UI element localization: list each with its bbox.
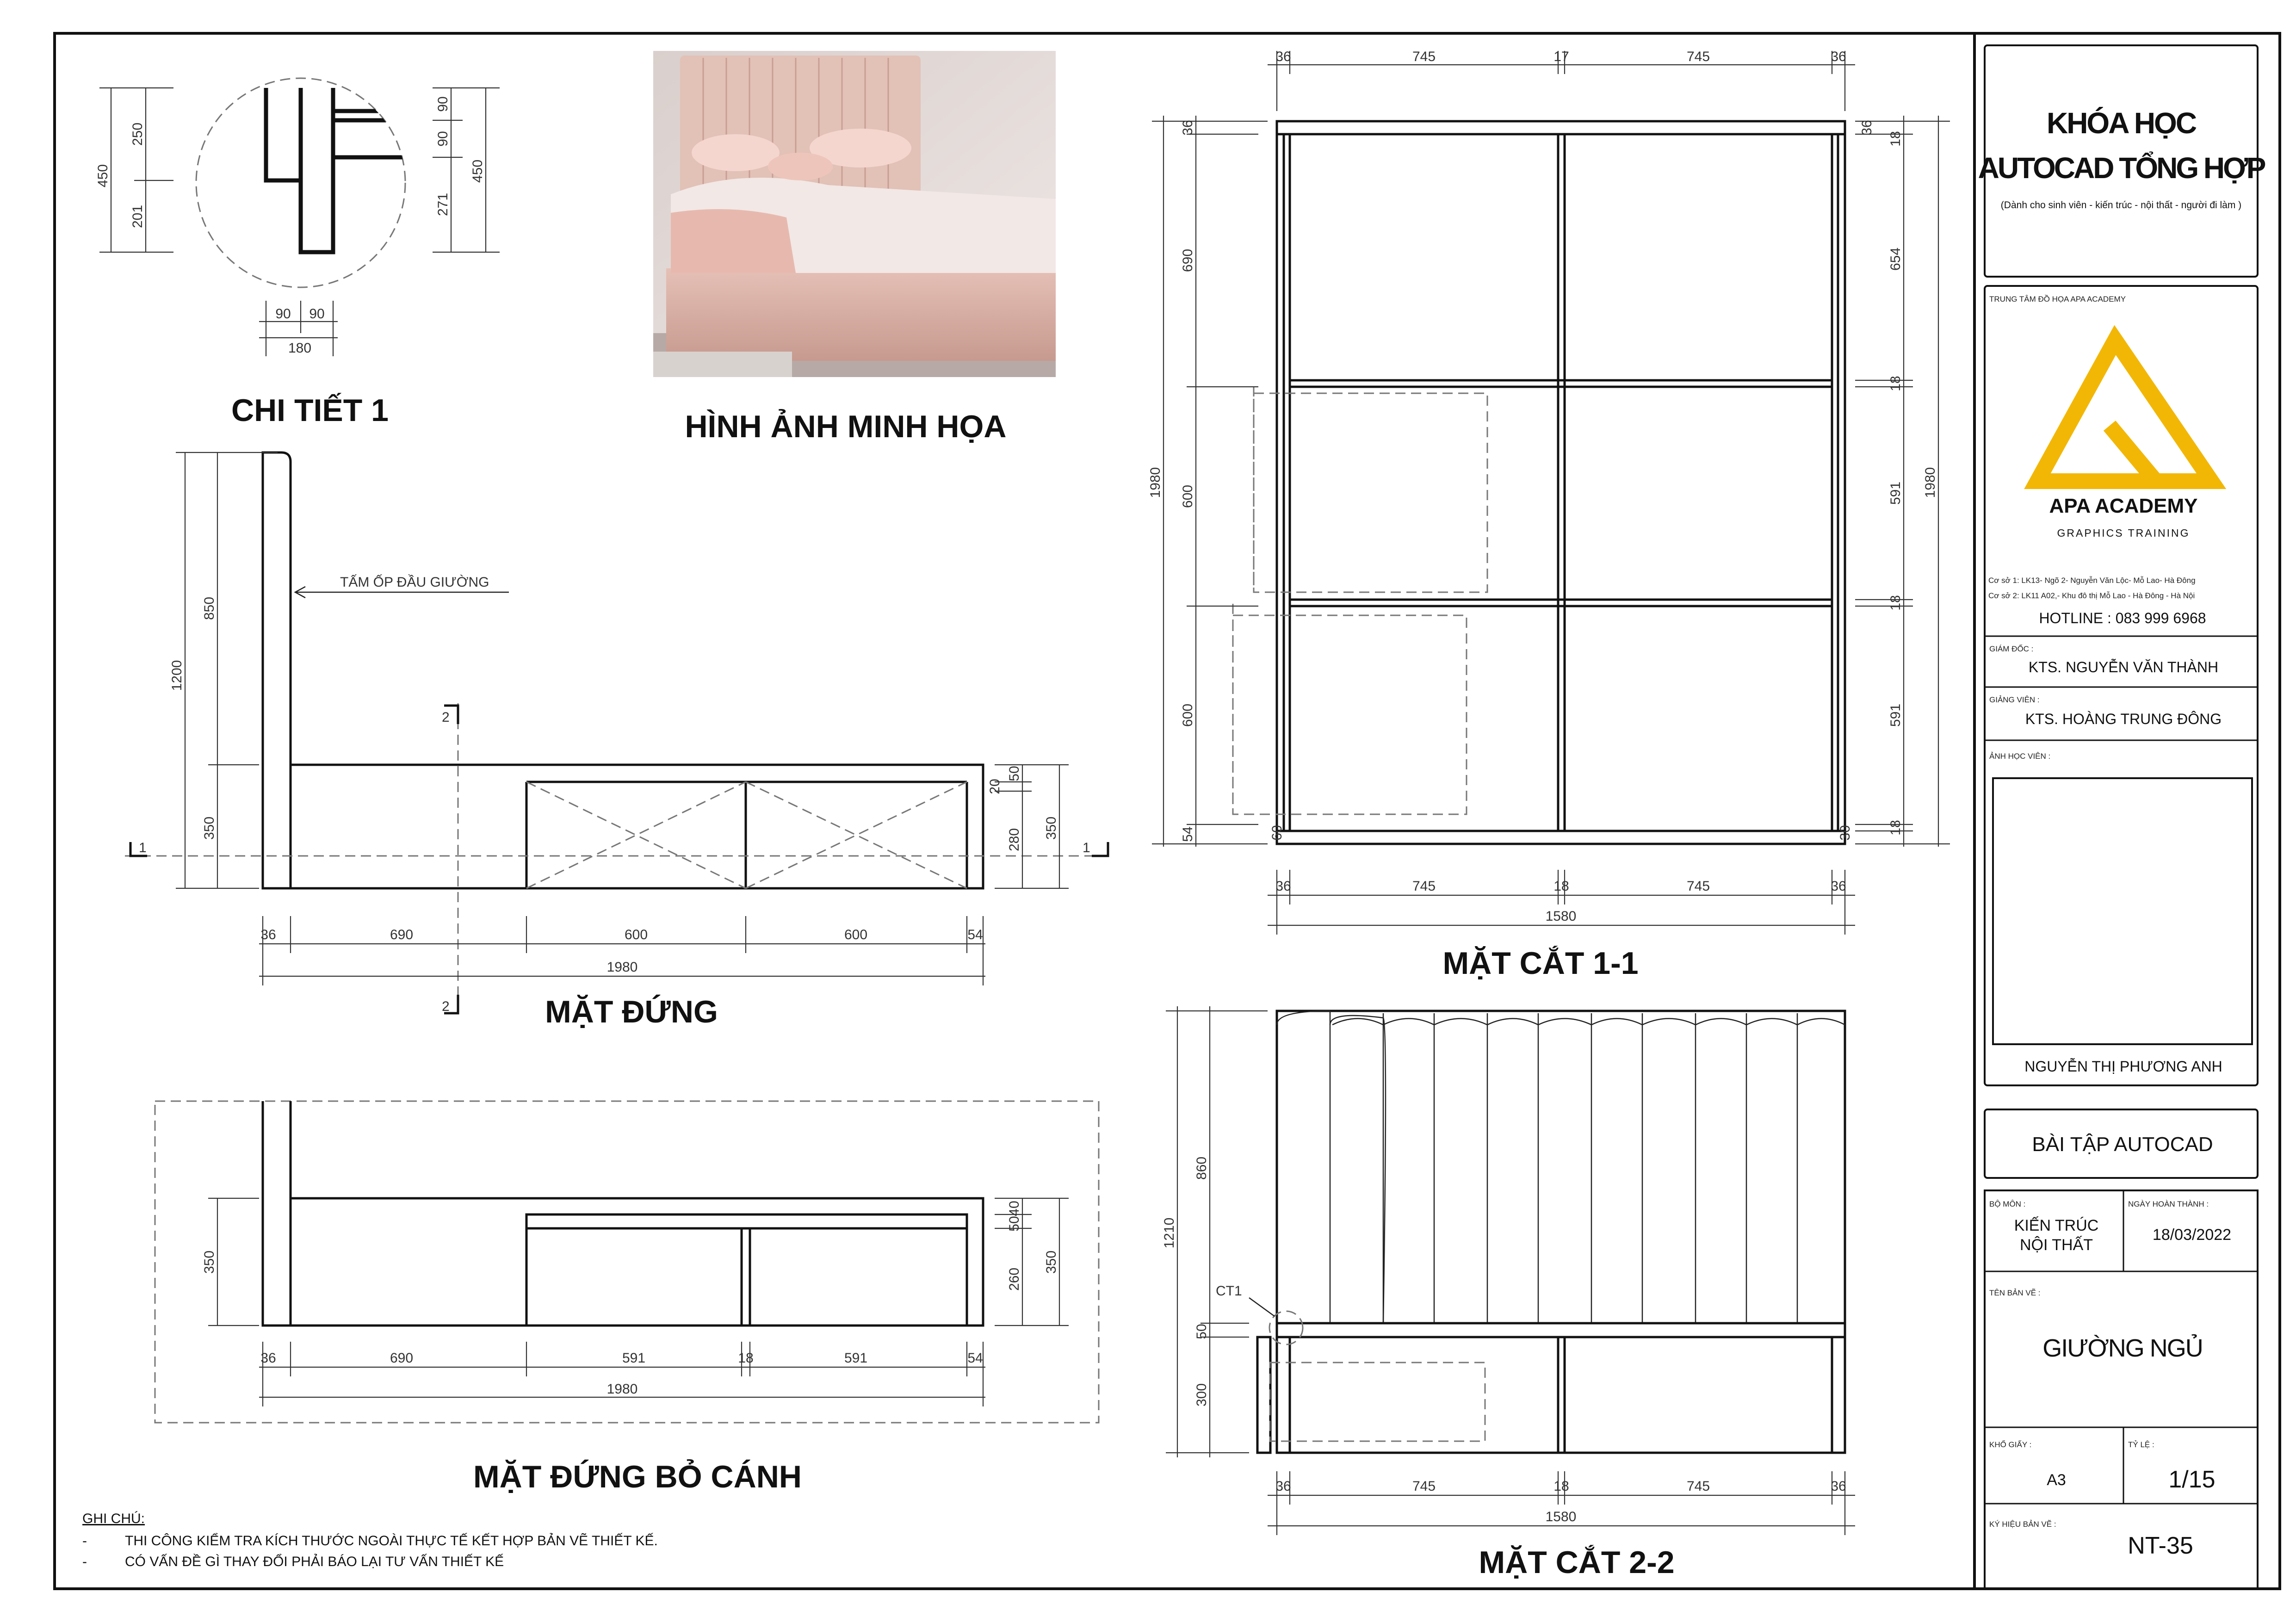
section-2-2 [1162, 1006, 1855, 1580]
note-item-1: THI CÔNG KIỂM TRA KÍCH THƯỚC NGOÀI THỰC TẾ KẾT HỢP BẢN VẼ THIẾT KẾ. [125, 1533, 658, 1549]
title-detail-1: CHI TIẾT 1 [231, 393, 389, 428]
dim-detail-250: 250 [130, 122, 145, 146]
logo-main: APA ACADEMY [2049, 495, 2198, 517]
dim-elev-50: 50 [1007, 766, 1022, 781]
dim-s11-r591b: 591 [1888, 703, 1903, 727]
title-block [1978, 45, 2265, 1589]
dim-detail-90a: 90 [435, 96, 451, 112]
notes [82, 1511, 658, 1569]
notes-bullet-2: - [82, 1554, 87, 1569]
front-elevation [125, 452, 1108, 1029]
exercise-title: BÀI TẬP AUTOCAD [2032, 1133, 2213, 1156]
dim-s22-1210: 1210 [1162, 1217, 1177, 1249]
dim-s11-r30: 30 [1838, 825, 1853, 841]
dim-s11-b745b: 745 [1686, 879, 1710, 894]
dim-open-350r: 350 [1044, 1250, 1059, 1274]
course-title-line2: AUTOCAD TỔNG HỢP [1978, 151, 2265, 185]
dim-s11-l600b: 600 [1180, 703, 1195, 727]
notes-heading: GHI CHÚ: [82, 1511, 145, 1526]
dim-s11-r18a: 18 [1888, 131, 1903, 147]
drawing-code-label: KÝ HIỆU BẢN VẼ : [1989, 1520, 2056, 1529]
dim-s11-r654: 654 [1888, 247, 1903, 271]
dim-open-40: 40 [1007, 1201, 1022, 1216]
dept-line2: NỘI THẤT [2019, 1236, 2093, 1254]
scale-label: TỶ LỆ : [2128, 1440, 2154, 1449]
scale-value: 1/15 [2168, 1466, 2216, 1493]
cut-1-left: 1 [139, 840, 147, 855]
dim-elev-b690: 690 [390, 927, 414, 942]
dim-detail-201: 201 [130, 204, 145, 229]
dim-elev-350r: 350 [1044, 816, 1059, 840]
detail-1 [95, 78, 500, 428]
dim-elev-1980: 1980 [606, 960, 638, 975]
dim-s11-l600a: 600 [1180, 484, 1195, 508]
notes-bullet-1: - [82, 1533, 87, 1549]
photo-label: ẢNH HỌC VIÊN : [1989, 752, 2051, 761]
dim-elev-280: 280 [1007, 828, 1022, 852]
dim-s22-b1580: 1580 [1545, 1509, 1577, 1524]
dept-label: BỘ MÔN : [1989, 1200, 2026, 1208]
dim-s22-860: 860 [1194, 1156, 1209, 1180]
title-photo: HÌNH ẢNH MINH HỌA [685, 409, 1007, 444]
dim-s11-t36a: 36 [1275, 49, 1291, 64]
logo-sub: GRAPHICS TRAINING [2057, 527, 2190, 539]
dim-s11-t17: 17 [1553, 49, 1569, 64]
front-elevation-open [155, 1101, 1099, 1494]
dim-s11-r18c: 18 [1888, 595, 1903, 611]
center-name: TRUNG TÂM ĐỒ HỌA APA ACADEMY [1989, 295, 2126, 304]
label-headboard-panel: TẤM ỐP ĐẦU GIƯỜNG [340, 575, 489, 590]
dim-open-1980: 1980 [606, 1381, 638, 1397]
course-title-line1: KHÓA HỌC [2046, 106, 2196, 140]
dim-s11-b36b: 36 [1831, 879, 1846, 894]
lecturer-name: KTS. HOÀNG TRUNG ĐÔNG [2025, 711, 2222, 727]
dim-open-b18: 18 [738, 1350, 754, 1366]
dim-elev-b36: 36 [260, 927, 276, 942]
student-photo [1993, 778, 2252, 1044]
cut-2-top: 2 [442, 710, 450, 725]
illustration-photo [653, 51, 1056, 377]
paper-size: A3 [2047, 1471, 2066, 1489]
dim-s11-r591a: 591 [1888, 481, 1903, 505]
paper-size-label: KHỔ GIẤY : [1989, 1440, 2032, 1449]
student-name: NGUYỄN THỊ PHƯƠNG ANH [2024, 1058, 2222, 1075]
dim-s11-b36a: 36 [1275, 879, 1291, 894]
dim-elev-350: 350 [202, 816, 217, 840]
title-section-2-2: MẶT CẮT 2-2 [1479, 1545, 1675, 1580]
dim-open-50: 50 [1007, 1216, 1022, 1232]
course-subtitle: (Dành cho sinh viên - kiến trúc - nội thất - người đi làm ) [2000, 200, 2242, 211]
dim-open-b54: 54 [967, 1350, 983, 1366]
dept-line1: KIẾN TRÚC [2014, 1217, 2099, 1234]
director-label: GIÁM ĐỐC : [1989, 644, 2034, 653]
cut-1-right: 1 [1083, 840, 1090, 855]
address-2: Cơ sở 2: LK11 A02,- Khu đô thị Mỗ Lao - Hà Đông - Hà Nội [1988, 591, 2195, 600]
dim-detail-w90b: 90 [309, 306, 325, 322]
dim-s22-b36b: 36 [1831, 1479, 1846, 1494]
title-elevation: MẶT ĐỨNG [545, 994, 718, 1029]
dim-elev-20: 20 [987, 779, 1003, 794]
dim-s22-50: 50 [1194, 1324, 1209, 1339]
dim-s22-300: 300 [1194, 1383, 1209, 1407]
dim-s11-t36b: 36 [1831, 49, 1846, 64]
dim-s11-t745a: 745 [1412, 49, 1436, 64]
dim-s11-r18b: 18 [1888, 376, 1903, 391]
dim-s11-l54: 54 [1180, 826, 1195, 842]
dim-s11-l36: 36 [1180, 120, 1195, 136]
date-label: NGÀY HOÀN THÀNH : [2128, 1200, 2209, 1208]
dim-elev-b54: 54 [967, 927, 983, 942]
dim-s11-r18d: 18 [1888, 820, 1903, 836]
dim-detail-271: 271 [435, 192, 451, 217]
dim-s11-l1980: 1980 [1148, 467, 1163, 498]
dim-s11-r36: 36 [1859, 120, 1875, 136]
dim-s22-b36a: 36 [1275, 1479, 1291, 1494]
dim-s22-b745b: 745 [1686, 1479, 1710, 1494]
dim-detail-w180: 180 [288, 341, 312, 356]
dim-elev-850: 850 [202, 596, 217, 620]
label-detail-ref: CT1 [1216, 1283, 1242, 1299]
dim-s11-r1980: 1980 [1923, 467, 1938, 498]
dim-detail-w90a: 90 [275, 306, 291, 322]
cut-2-bottom: 2 [442, 999, 450, 1014]
dim-s11-b1580: 1580 [1545, 909, 1577, 924]
dim-s11-b18: 18 [1553, 879, 1569, 894]
dim-open-b591b: 591 [844, 1350, 868, 1366]
lecturer-label: GIẢNG VIÊN : [1989, 695, 2040, 704]
title-elevation-open: MẶT ĐỨNG BỎ CÁNH [473, 1459, 802, 1494]
dim-detail-450: 450 [95, 164, 111, 188]
title-section-1-1: MẶT CẮT 1-1 [1442, 946, 1639, 981]
dim-open-b591a: 591 [622, 1350, 646, 1366]
dim-open-350: 350 [202, 1250, 217, 1274]
sheet-border [55, 33, 2280, 1589]
dim-s11-b745a: 745 [1412, 879, 1436, 894]
dim-s11-t745b: 745 [1686, 49, 1710, 64]
dim-open-b36: 36 [260, 1350, 276, 1366]
dim-open-b690: 690 [390, 1350, 414, 1366]
note-item-2: CÓ VẤN ĐỀ GÌ THAY ĐỔI PHẢI BÁO LẠI TƯ VẤN THIẾT KẾ [125, 1554, 504, 1569]
drawing-name-label: TÊN BẢN VẼ : [1989, 1288, 2041, 1297]
dim-s11-r60: 60 [1269, 825, 1285, 841]
hotline: HOTLINE : 083 999 6968 [2039, 610, 2206, 626]
dim-elev-b600b: 600 [844, 927, 868, 942]
dim-elev-1200: 1200 [169, 660, 185, 691]
director-name: KTS. NGUYỄN VĂN THÀNH [2028, 659, 2219, 675]
dim-detail-450r: 450 [470, 159, 485, 183]
dim-s11-l690: 690 [1180, 248, 1195, 273]
dim-open-260: 260 [1007, 1267, 1022, 1291]
dim-detail-90b: 90 [435, 131, 451, 147]
dim-elev-b600a: 600 [624, 927, 648, 942]
dim-s22-b18: 18 [1553, 1479, 1569, 1494]
section-1-1 [1148, 49, 1950, 981]
drawing-name: GIƯỜNG NGỦ [2042, 1334, 2203, 1362]
address-1: Cơ sở 1: LK13- Ngõ 2- Nguyễn Văn Lộc- Mỗ Lao- Hà Đông [1988, 576, 2196, 585]
completion-date: 18/03/2022 [2152, 1226, 2232, 1244]
drawing-code: NT-35 [2128, 1532, 2193, 1559]
apa-logo-icon [2037, 340, 2211, 481]
dim-s22-b745a: 745 [1412, 1479, 1436, 1494]
